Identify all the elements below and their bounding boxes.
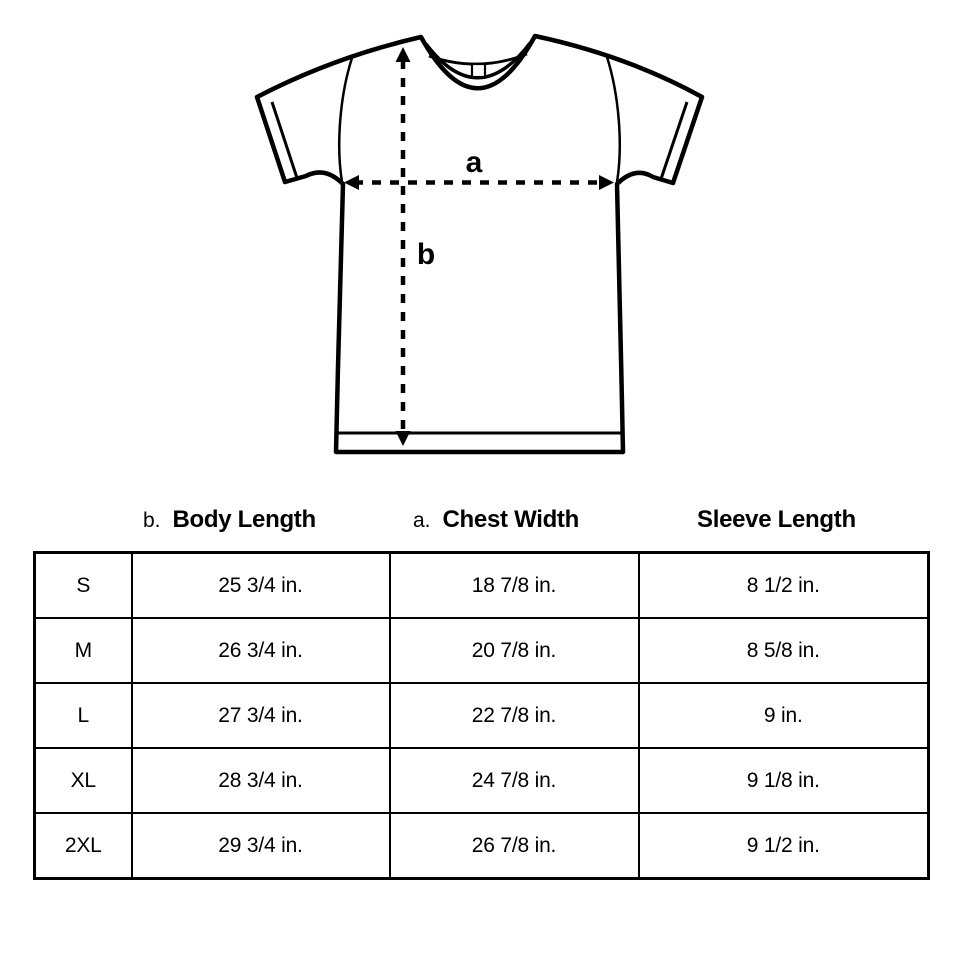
table-row-m <box>35 618 929 683</box>
label-a: a <box>465 146 483 179</box>
chest-width-cell: 22 7/8 in. <box>390 683 639 748</box>
size-cell: 2XL <box>35 813 132 879</box>
header-prefix-b: b. <box>143 509 161 532</box>
size-cell: S <box>35 553 132 619</box>
sleeve-length-cell: 9 1/2 in. <box>639 813 929 879</box>
size-cell: L <box>35 683 132 748</box>
header-prefix-a: a. <box>413 509 431 532</box>
table-row-l <box>35 683 929 748</box>
neck-tag <box>472 64 485 77</box>
chest-width-cell: 20 7/8 in. <box>390 618 639 683</box>
header-body-length <box>143 506 316 534</box>
size-cell: M <box>35 618 132 683</box>
header-label-body-length: Body Length <box>172 506 316 533</box>
body-length-cell: 28 3/4 in. <box>132 748 390 813</box>
size-cell: XL <box>35 748 132 813</box>
header-label-sleeve-length: Sleeve Length <box>697 506 856 533</box>
sleeve-length-cell: 8 5/8 in. <box>639 618 929 683</box>
header-chest-width <box>413 506 579 534</box>
table-row-xl <box>35 748 929 813</box>
body-length-cell: 27 3/4 in. <box>132 683 390 748</box>
chest-width-cell: 24 7/8 in. <box>390 748 639 813</box>
sleeve-length-cell: 9 1/8 in. <box>639 748 929 813</box>
header-label-chest-width: Chest Width <box>442 506 579 533</box>
size-chart-table <box>33 551 930 880</box>
table-row-2xl <box>35 813 929 879</box>
chest-width-cell: 26 7/8 in. <box>390 813 639 879</box>
header-sleeve-length <box>697 506 856 534</box>
table-row-s <box>35 553 929 619</box>
sleeve-length-cell: 9 in. <box>639 683 929 748</box>
body-length-cell: 29 3/4 in. <box>132 813 390 879</box>
tshirt-outline <box>257 36 702 452</box>
sleeve-length-cell: 8 1/2 in. <box>639 553 929 619</box>
label-b: b <box>416 238 436 271</box>
body-length-cell: 26 3/4 in. <box>132 618 390 683</box>
chest-width-cell: 18 7/8 in. <box>390 553 639 619</box>
body-length-cell: 25 3/4 in. <box>132 553 390 619</box>
